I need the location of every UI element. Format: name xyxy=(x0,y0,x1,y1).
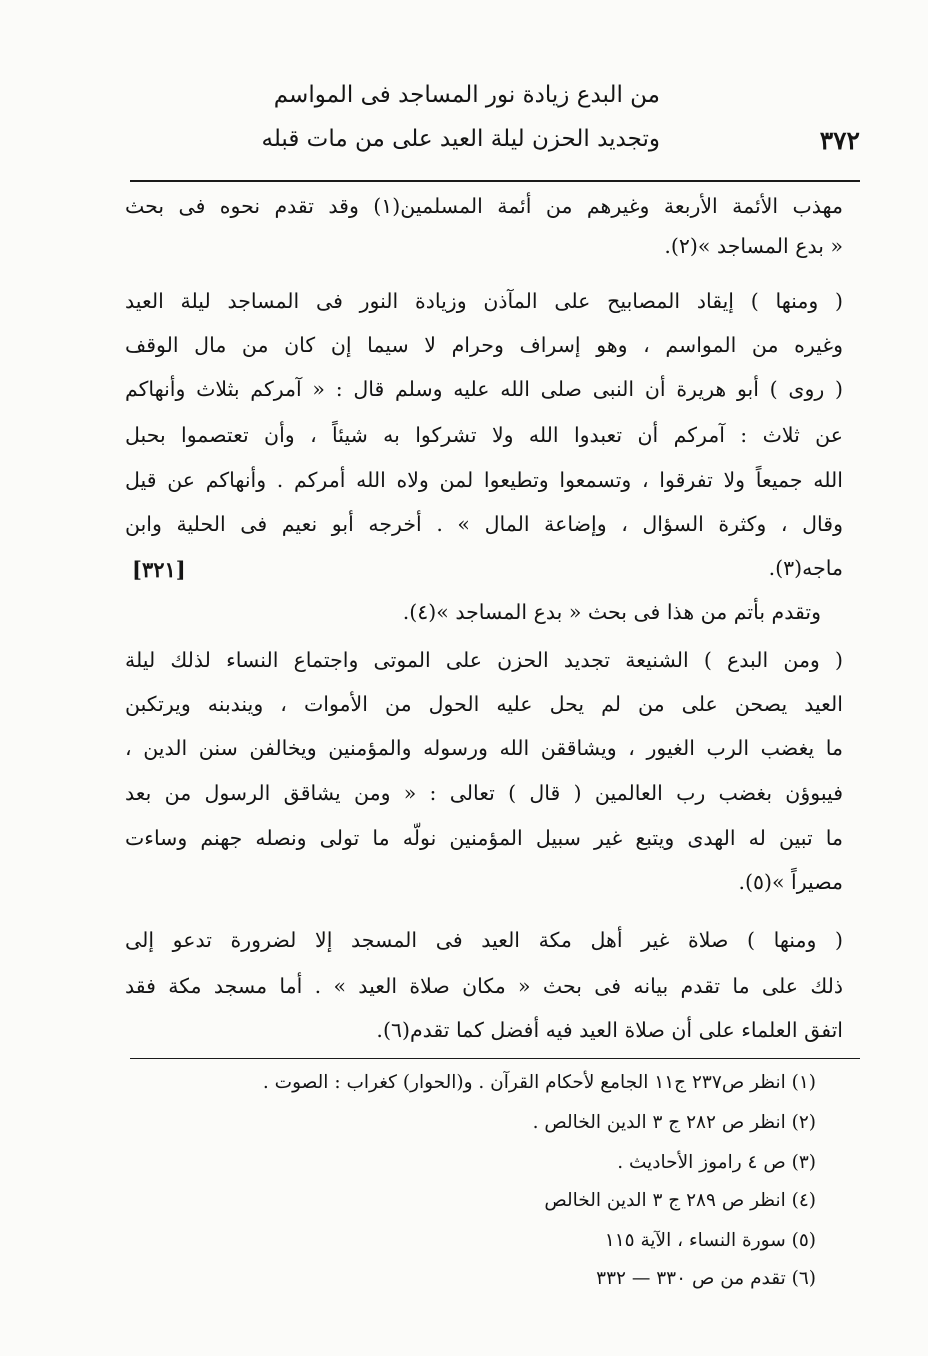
text-line: وغيره من المواسم ، وهو إسراف وحرام لا سيما إن كان من مال الوقف xyxy=(125,333,843,357)
text-line: ماجه(٣). xyxy=(768,556,843,580)
text-line: ما تبين له الهدى ويتبع غير سبيل المؤمنين نولّه ما تولى ونصله جهنم وساءت xyxy=(125,826,843,850)
text-line: ما يغضب الرب الغيور ، ويشاققن الله ورسوله والمؤمنين ويخالفن سنن الدين ، xyxy=(125,736,843,760)
text-line: ذلك على ما تقدم بيانه فى بحث « مكان صلاة العيد » . أما مسجد مكة فقد xyxy=(125,974,843,998)
text-line: ( ومنها ) إيقاد المصابيح على المآذن وزيادة النور فى المساجد ليلة العيد xyxy=(125,289,843,313)
text-line: فيبوؤن بغضب رب العالمين ( قال ) تعالى : « ومن يشاقق الرسول من بعد xyxy=(125,781,843,805)
footnote: (٤) انظر ص ٢٨٩ ج ٣ الدين الخالص xyxy=(544,1190,816,1211)
page-header xyxy=(120,78,860,188)
text-line: ( ومنها ) صلاة غير أهل مكة العيد فى المسجد إلا لضرورة تدعو إلى xyxy=(125,928,843,952)
footnote: (١) انظر ص٢٣٧ ج١١ الجامع لأحكام القرآن . و(الحوار) كغراب : الصوت . xyxy=(262,1072,816,1093)
text-line: مصيراً »(٥). xyxy=(738,870,843,894)
text-line: « بدع المساجد »(٢). xyxy=(664,234,843,258)
footnote: (٥) سورة النساء ، الآية ١١٥ xyxy=(604,1230,816,1251)
text-line: عن ثلاث : آمركم أن تعبدوا الله ولا تشركوا به شيئاً ، وأن تعتصموا بحبل xyxy=(125,423,843,447)
text-line: وقال ، وكثرة السؤال ، وإضاعة المال » . أخرجه أبو نعيم فى الحلية وابن xyxy=(125,512,843,536)
footnote: (٣) ص ٤ راموز الأحاديث . xyxy=(617,1152,816,1173)
footnote-rule xyxy=(130,1058,860,1059)
text-line: الله جميعاً ولا تفرقوا ، وتسمعوا وتطيعوا لمن ولاه الله أمركم . وأنهاكم عن قيل xyxy=(125,468,843,492)
header-rule xyxy=(130,180,860,182)
running-title-line-1: من البدع زيادة نور المساجد فى المواسم xyxy=(273,82,660,108)
text-line: العيد يصحن على من لم يحل عليه الحول من الأموات ، ويندبنه ويرتكبن xyxy=(125,692,843,716)
text-line: ( روى ) أبو هريرة أن النبى صلى الله عليه وسلم قال : « آمركم بثلاث وأنهاكم xyxy=(125,377,843,401)
running-title-line-2: وتجديد الحزن ليلة العيد على من مات قبله xyxy=(261,126,660,152)
page-number: ٣٧٢ xyxy=(819,126,860,155)
text-line: مهذب الأئمة الأربعة وغيرهم من أئمة المسلمين(١) وقد تقدم نحوه فى بحث xyxy=(125,194,843,218)
text-line: ( ومن البدع ) الشنيعة تجديد الحزن على الموتى واجتماع النساء لذلك ليلة xyxy=(125,648,843,672)
text-line: وتقدم بأتم من هذا فى بحث « بدع المساجد »(٤). xyxy=(402,600,821,624)
text-line: اتفق العلماء على أن صلاة العيد فيه أفضل كما تقدم(٦). xyxy=(376,1018,843,1042)
footnote: (٦) تقدم من ص ٣٣٠ — ٣٣٢ xyxy=(596,1268,816,1289)
margin-reference: [٣٢١] xyxy=(132,557,186,582)
footnote: (٢) انظر ص ٢٨٢ ج ٣ الدين الخالص . xyxy=(532,1112,816,1133)
